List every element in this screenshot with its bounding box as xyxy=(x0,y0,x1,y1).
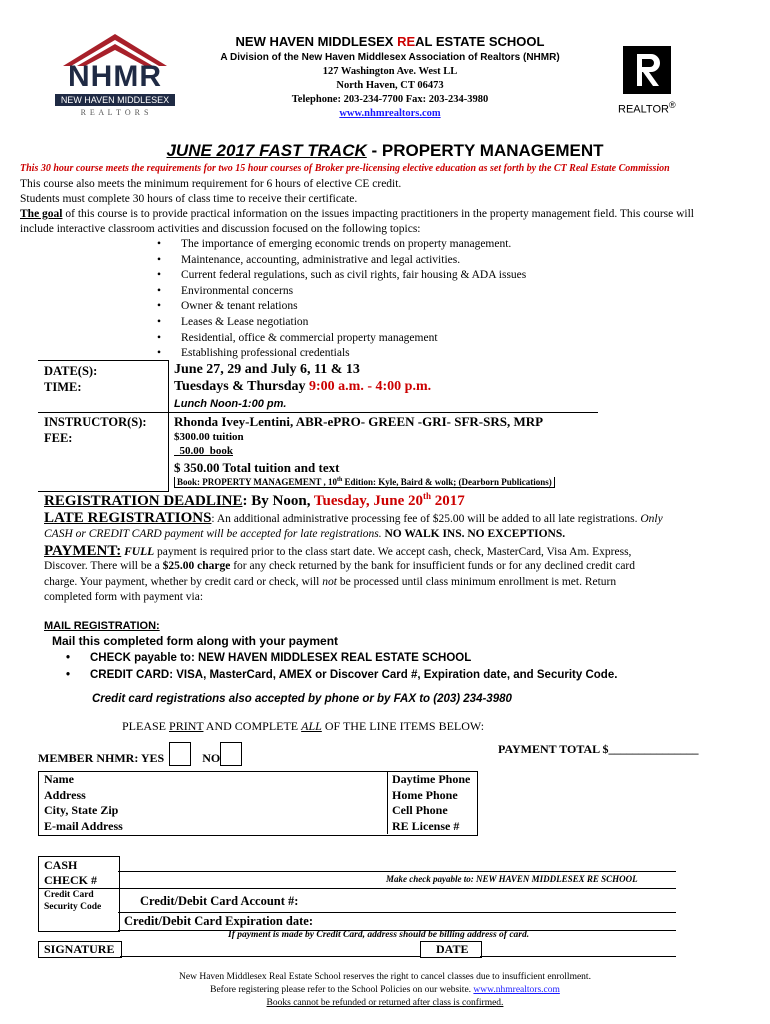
card-expiration-field[interactable]: Credit/Debit Card Expiration date: xyxy=(124,914,313,928)
goal-line-2: include interactive classroom activities and discussion focused on the following topics: xyxy=(20,223,421,235)
security-code-field[interactable]: Credit Card Security Code xyxy=(44,890,102,912)
course-title: JUNE 2017 FAST TRACK - PROPERTY MANAGEMENT xyxy=(166,141,604,160)
footer-cancel-note: New Haven Middlesex Real Estate School reserves the right to cancel classes due to insufficient enrollment. xyxy=(179,972,591,982)
contact-field-3[interactable]: E-mail Address xyxy=(44,818,123,833)
ce-credit-line: This course also meets the minimum requirement for 6 hours of elective CE credit. xyxy=(20,178,402,190)
mail-heading: MAIL REGISTRATION: xyxy=(44,620,160,632)
member-no-label: NO xyxy=(202,751,221,765)
member-yes-label: MEMBER NHMR: YES xyxy=(38,751,165,765)
check-field[interactable]: CHECK # xyxy=(44,873,98,887)
fee-label: FEE: xyxy=(44,431,73,445)
fee-total: $ 350.00 Total tuition and text xyxy=(174,460,340,475)
address-line-2: North Haven, CT 06473 xyxy=(336,80,444,91)
member-row xyxy=(38,742,242,766)
fee-tuition: $300.00 tuition xyxy=(174,431,244,443)
check-payable-note: Make check payable to: NEW HAVEN MIDDLESEX RE SCHOOL xyxy=(386,874,638,884)
topic-item: • Maintenance, accounting, administrative and legal activities. xyxy=(157,253,526,269)
dates-value: June 27, 29 and July 6, 11 & 13 xyxy=(174,362,360,377)
member-no-checkbox[interactable] xyxy=(220,742,242,766)
late-registrations: LATE REGISTRATIONS: An additional administrative processing fee of $25.00 will be added to all late registrations. Only xyxy=(44,510,663,526)
late-registrations-2: CASH or CREDIT CARD payment will be accepted for late registrations. NO WALK INS. NO EXCEPTIONS. xyxy=(44,528,566,540)
payment-line-3: charge. Your payment, whether by credit card or check, will not be processed until class minimum enrollment is met. Return xyxy=(44,576,617,588)
time-label: TIME: xyxy=(44,380,82,394)
book-note: Book: PROPERTY MANAGEMENT , 10th Edition: Kyle, Baird & wolk; (Dearborn Publications) xyxy=(174,477,555,488)
mail-item-check: • CHECK payable to: NEW HAVEN MIDDLESEX REAL ESTATE SCHOOL xyxy=(66,650,617,667)
card-line-top xyxy=(118,888,676,889)
phone-field-2[interactable]: Cell Phone xyxy=(392,803,448,817)
signature-label: SIGNATURE xyxy=(44,942,115,956)
division-line: A Division of the New Haven Middlesex Association of Realtors (NHMR) xyxy=(220,52,560,63)
dates-label: DATE(S): xyxy=(44,364,98,378)
topic-item: • Owner & tenant relations xyxy=(157,299,526,315)
registration-deadline: REGISTRATION DEADLINE: By Noon, Tuesday, June 20th 2017 xyxy=(44,491,465,509)
phone-field-3[interactable]: RE License # xyxy=(392,818,460,833)
topic-item: • The importance of emerging economic trends on property management. xyxy=(157,237,526,253)
realtor-r-block xyxy=(623,46,671,94)
date-label: DATE xyxy=(436,942,469,956)
check-line xyxy=(118,871,676,872)
contact-field-2[interactable]: City, State Zip xyxy=(44,803,119,817)
footer-refund-note: Books cannot be refunded or returned after class is confirmed. xyxy=(266,998,504,1008)
contact-grid-divider xyxy=(387,771,388,834)
footer-website-link[interactable]: www.nhmrealtors.com xyxy=(473,985,560,995)
contact-field-1[interactable]: Address xyxy=(44,787,86,802)
topic-item: • Establishing professional credentials xyxy=(157,346,526,362)
phone-field-1[interactable]: Home Phone xyxy=(392,787,458,802)
phone-fax-note: Credit card registrations also accepted by phone or by FAX to (203) 234-3980 xyxy=(92,693,512,705)
contact-field-0[interactable]: Name xyxy=(44,772,74,786)
nhmr-logo xyxy=(55,28,175,123)
realtor-r-icon xyxy=(623,46,671,94)
website-link[interactable]: www.nhmrealtors.com xyxy=(339,108,441,119)
class-time-line: Students must complete 30 hours of class time to receive their certificate. xyxy=(20,193,358,205)
signature-line xyxy=(120,956,420,957)
member-yes-checkbox[interactable] xyxy=(169,742,191,766)
payment-line-1: PAYMENT: FULL payment is required prior to the class start date. We accept cash, check, MasterCard, Visa Am. Express, xyxy=(44,543,632,559)
instructor-label: INSTRUCTOR(S): xyxy=(44,415,147,429)
mail-item-card: • CREDIT CARD: VISA, MasterCard, AMEX or Discover Card #, Expiration date, and Security Code. xyxy=(66,667,617,684)
fee-book: 50.00 book xyxy=(174,445,233,457)
details-bottom-border xyxy=(38,450,169,492)
footer-policies: Before registering please refer to the School Policies on our website. www.nhmrealtors.com xyxy=(210,985,560,995)
payment-total-field[interactable]: PAYMENT TOTAL $_______________ xyxy=(498,742,699,756)
mail-items xyxy=(66,650,617,684)
logo-subtitle: NEW HAVEN MIDDLESEX xyxy=(60,95,170,105)
billing-note: If payment is made by Credit Card, address should be billing address of card. xyxy=(228,930,530,940)
address-line-1: 127 Washington Ave. West LL xyxy=(322,66,458,77)
goal-line: The goal of this course is to provide practical information on the issues impacting practitioners in the property management field. This course will xyxy=(20,208,694,220)
topic-item: • Residential, office & commercial property management xyxy=(157,331,526,347)
contact-left-fields xyxy=(44,772,123,834)
topic-item: • Leases & Lease negotiation xyxy=(157,315,526,331)
phone-field-0[interactable]: Daytime Phone xyxy=(392,772,471,786)
topic-item: • Current federal regulations, such as civil rights, fair housing & ADA issues xyxy=(157,268,526,284)
time-value: Tuesdays & Thursday 9:00 a.m. - 4:00 p.m. xyxy=(174,379,432,394)
topic-item: • Environmental concerns xyxy=(157,284,526,300)
topics-list xyxy=(157,237,526,362)
card-line-mid xyxy=(118,912,676,913)
logo-text: NHMR xyxy=(68,60,162,93)
lunch-note: Lunch Noon-1:00 pm. xyxy=(174,398,287,410)
card-account-field[interactable]: Credit/Debit Card Account #: xyxy=(140,894,299,908)
contact-right-fields xyxy=(392,772,470,834)
phone-fax: Telephone: 203-234-7700 Fax: 203-234-3980 xyxy=(291,94,489,105)
realtor-text: REALTOR® xyxy=(618,100,676,116)
instructor-value: Rhonda Ivey-Lentini, ABR-ePRO- GREEN -GRI- SFR-SRS, MRP xyxy=(174,414,544,429)
payment-line-2: Discover. There will be a $25.00 charge for any check returned by the bank for insufficient funds or for any declined credit card xyxy=(44,560,635,572)
requirements-note: This 30 hour course meets the requirements for two 15 hour courses of Broker pre-licensing elective education as set forth by the CT Real Estate Commission xyxy=(20,163,670,174)
realtor-logo xyxy=(618,46,688,116)
mail-intro: Mail this completed form along with your payment xyxy=(52,634,339,648)
date-line xyxy=(480,956,676,957)
cash-field[interactable]: CASH xyxy=(44,858,78,872)
school-name: NEW HAVEN MIDDLESEX REAL ESTATE SCHOOL xyxy=(235,34,545,49)
logo-realtors: R E A L T O R S xyxy=(80,108,150,117)
details-divider xyxy=(38,412,598,413)
payment-line-4: completed form with payment via: xyxy=(44,591,204,603)
form-instruction: PLEASE PRINT AND COMPLETE ALL OF THE LINE ITEMS BELOW: xyxy=(122,719,485,733)
